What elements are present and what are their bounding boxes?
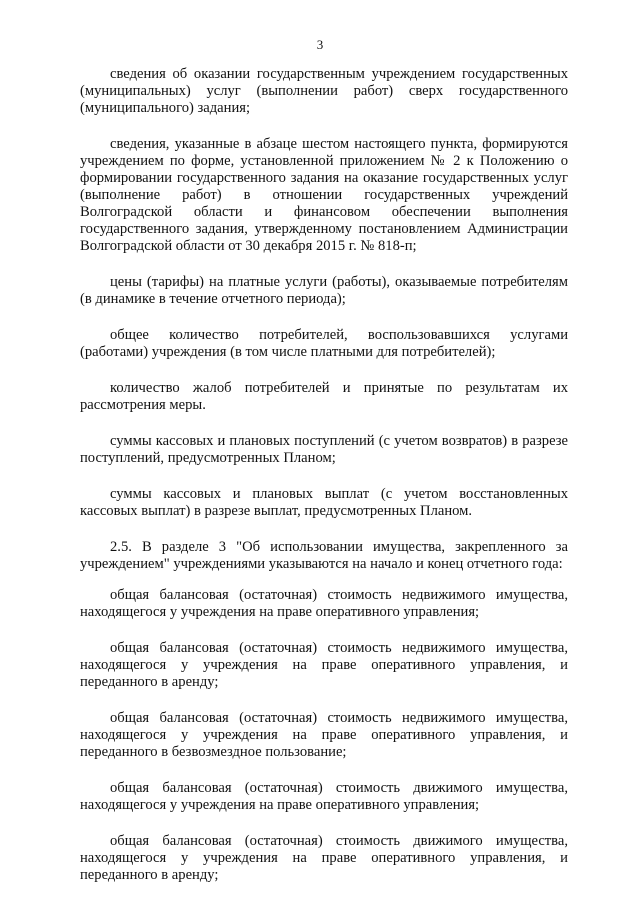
paragraph: общая балансовая (остаточная) стоимость недвижимого имущества, находящегося у учреждения на праве оперативного управления, и переданного в безвозмездное пользование; bbox=[80, 710, 568, 760]
paragraph: общая балансовая (остаточная) стоимость движимого имущества, находящегося у учреждения на праве оперативного управления, и переданного в аренду; bbox=[80, 833, 568, 883]
paragraph: общая балансовая (остаточная) стоимость недвижимого имущества, находящегося у учреждения на праве оперативного управления; bbox=[80, 587, 568, 620]
paragraph: суммы кассовых и плановых выплат (с учетом восстановленных кассовых выплат) в разрезе выплат, предусмотренных Планом. bbox=[80, 486, 568, 519]
paragraph: общее количество потребителей, воспользовавшихся услугами (работами) учреждения (в том числе платными для потребителей); bbox=[80, 327, 568, 360]
paragraph: сведения, указанные в абзаце шестом настоящего пункта, формируются учреждением по форме, установленной приложением № 2 к Положению о формировании государственного задания на оказание государственных услуг (выполнение работ) в отношении государственных учреждений Волгоградской области и финансовом обеспечении выполнения государственного задания, утвержденному постановлением Администрации Волгоградской области от 30 декабря 2015 г. № 818-п; bbox=[80, 136, 568, 254]
paragraph: суммы кассовых и плановых поступлений (с учетом возвратов) в разрезе поступлений, предусмотренных Планом; bbox=[80, 433, 568, 466]
paragraph: общая балансовая (остаточная) стоимость недвижимого имущества, находящегося у учреждения на праве оперативного управления, и переданного в аренду; bbox=[80, 640, 568, 690]
paragraph: общая балансовая (остаточная) стоимость движимого имущества, находящегося у учреждения на праве оперативного управления; bbox=[80, 780, 568, 813]
section-paragraph: 2.5. В разделе 3 "Об использовании имущества, закрепленного за учреждением" учреждениями указываются на начало и конец отчетного года: bbox=[80, 539, 568, 572]
paragraph: цены (тарифы) на платные услуги (работы), оказываемые потребителям (в динамике в течение отчетного периода); bbox=[80, 274, 568, 307]
document-body bbox=[80, 66, 568, 903]
page-number: 3 bbox=[316, 37, 324, 52]
paragraph: сведения об оказании государственным учреждением государственных (муниципальных) услуг (выполнении работ) сверх государственного (муниципального) задания; bbox=[80, 66, 568, 116]
paragraph: количество жалоб потребителей и принятые по результатам их рассмотрения меры. bbox=[80, 380, 568, 413]
